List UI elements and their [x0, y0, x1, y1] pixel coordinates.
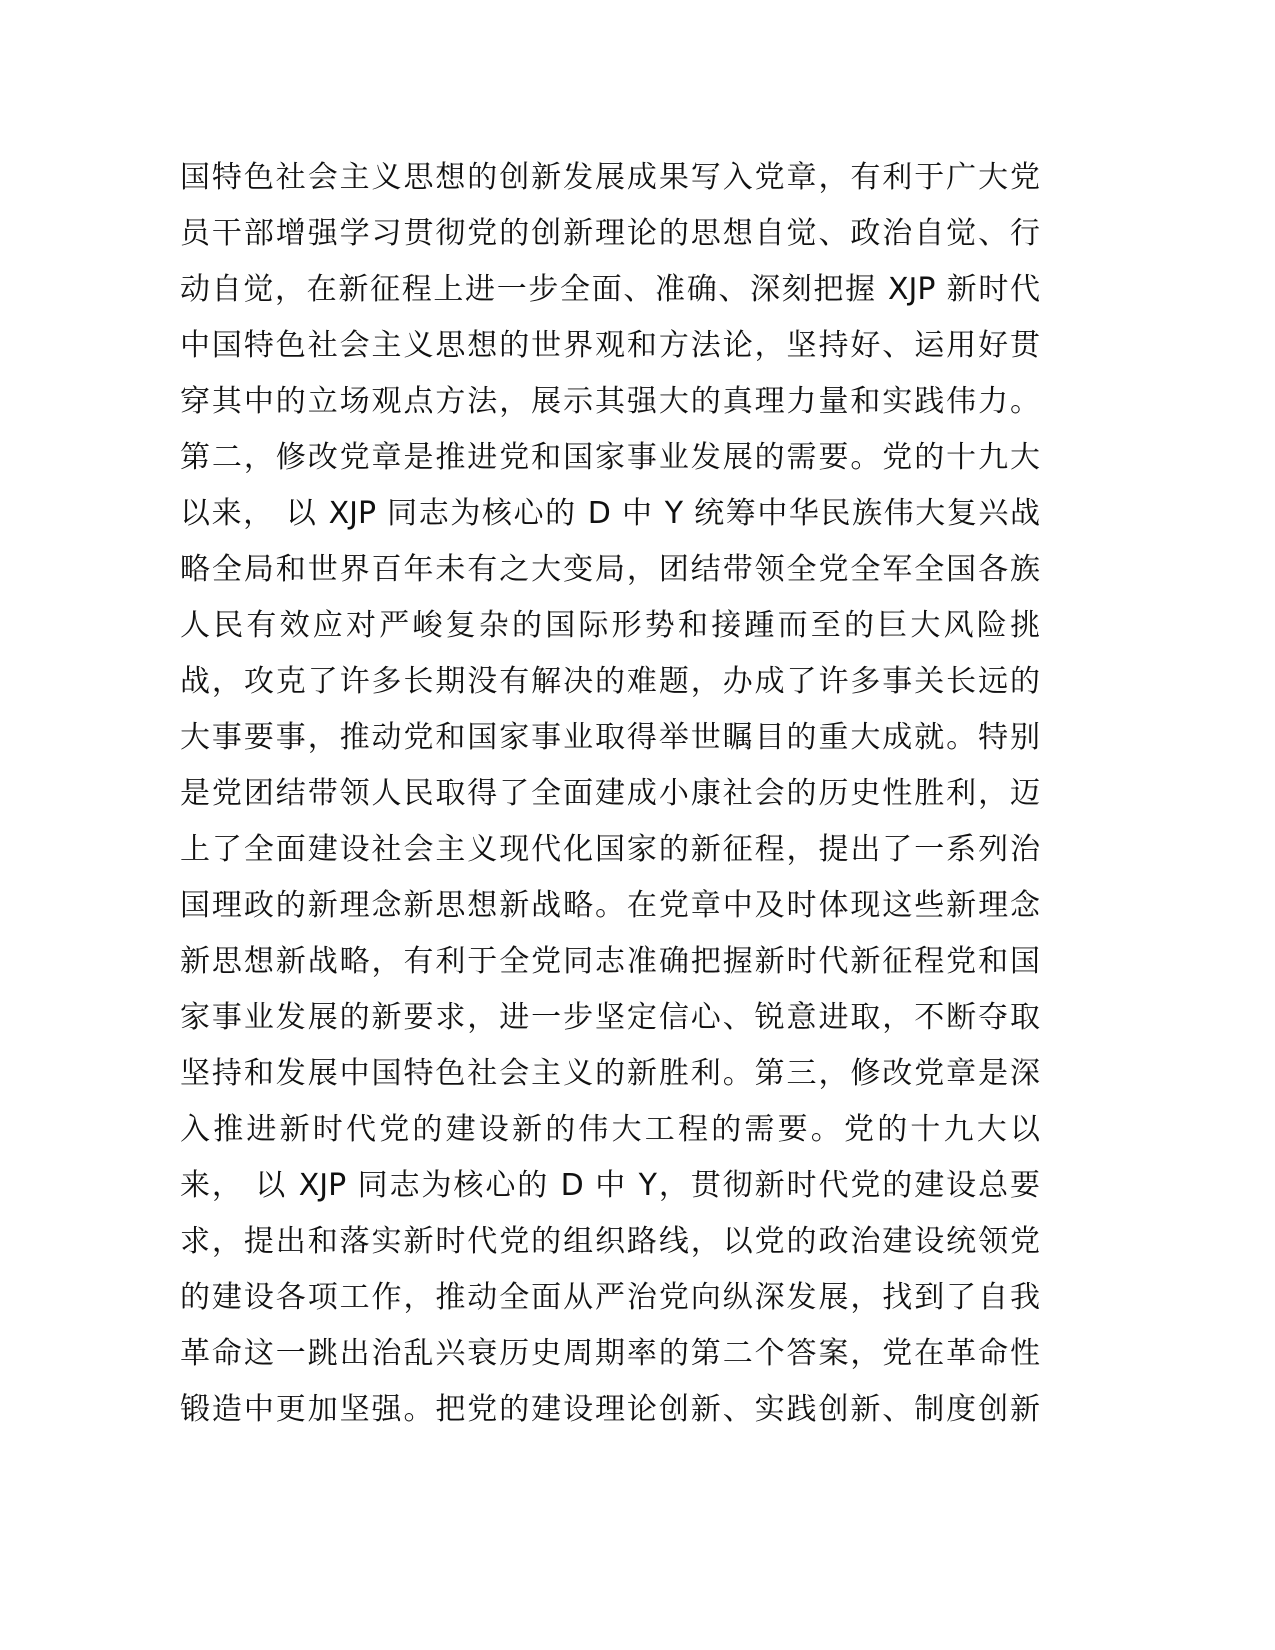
text-line: 以来， 以 XJP 同志为核心的 D 中 Y 统筹中华民族伟大复兴战 — [180, 496, 1040, 531]
text-line: 的建设各项工作，推动全面从严治党向纵深发展，找到了自我 — [180, 1280, 1040, 1315]
text-line: 员干部增强学习贯彻党的创新理论的思想自觉、政治自觉、行 — [180, 216, 1040, 251]
text-line: 新思想新战略，有利于全党同志准确把握新时代新征程党和国 — [180, 944, 1040, 979]
text-line: 是党团结带领人民取得了全面建成小康社会的历史性胜利，迈 — [180, 776, 1040, 811]
text-line: 来， 以 XJP 同志为核心的 D 中 Y，贯彻新时代党的建设总要 — [180, 1168, 1040, 1203]
text-line: 国理政的新理念新思想新战略。在党章中及时体现这些新理念 — [180, 888, 1040, 923]
text-line: 入推进新时代党的建设新的伟大工程的需要。党的十九大以 — [180, 1112, 1040, 1147]
text-line: 略全局和世界百年未有之大变局，团结带领全党全军全国各族 — [180, 552, 1040, 587]
text-line: 求，提出和落实新时代党的组织路线，以党的政治建设统领党 — [180, 1224, 1040, 1259]
text-line: 革命这一跳出治乱兴衰历史周期率的第二个答案，党在革命性 — [180, 1336, 1040, 1371]
text-line: 大事要事，推动党和国家事业取得举世瞩目的重大成就。特别 — [180, 720, 1040, 755]
text-line: 战，攻克了许多长期没有解决的难题，办成了许多事关长远的 — [180, 664, 1040, 699]
text-line: 中国特色社会主义思想的世界观和方法论，坚持好、运用好贯 — [180, 328, 1040, 363]
text-line: 穿其中的立场观点方法，展示其强大的真理力量和实践伟力。 — [180, 384, 1040, 419]
text-line: 上了全面建设社会主义现代化国家的新征程，提出了一系列治 — [180, 832, 1040, 867]
text-line: 国特色社会主义思想的创新发展成果写入党章，有利于广大党 — [180, 160, 1040, 195]
body-text — [180, 150, 1040, 1438]
text-line: 家事业发展的新要求，进一步坚定信心、锐意进取，不断夺取 — [180, 1000, 1040, 1035]
text-line: 坚持和发展中国特色社会主义的新胜利。第三，修改党章是深 — [180, 1056, 1040, 1091]
text-line: 第二，修改党章是推进党和国家事业发展的需要。党的十九大 — [180, 440, 1040, 475]
text-line: 锻造中更加坚强。把党的建设理论创新、实践创新、制度创新 — [180, 1392, 1040, 1427]
text-line: 动自觉，在新征程上进一步全面、准确、深刻把握 XJP 新时代 — [180, 272, 1040, 307]
text-line: 人民有效应对严峻复杂的国际形势和接踵而至的巨大风险挑 — [180, 608, 1040, 643]
